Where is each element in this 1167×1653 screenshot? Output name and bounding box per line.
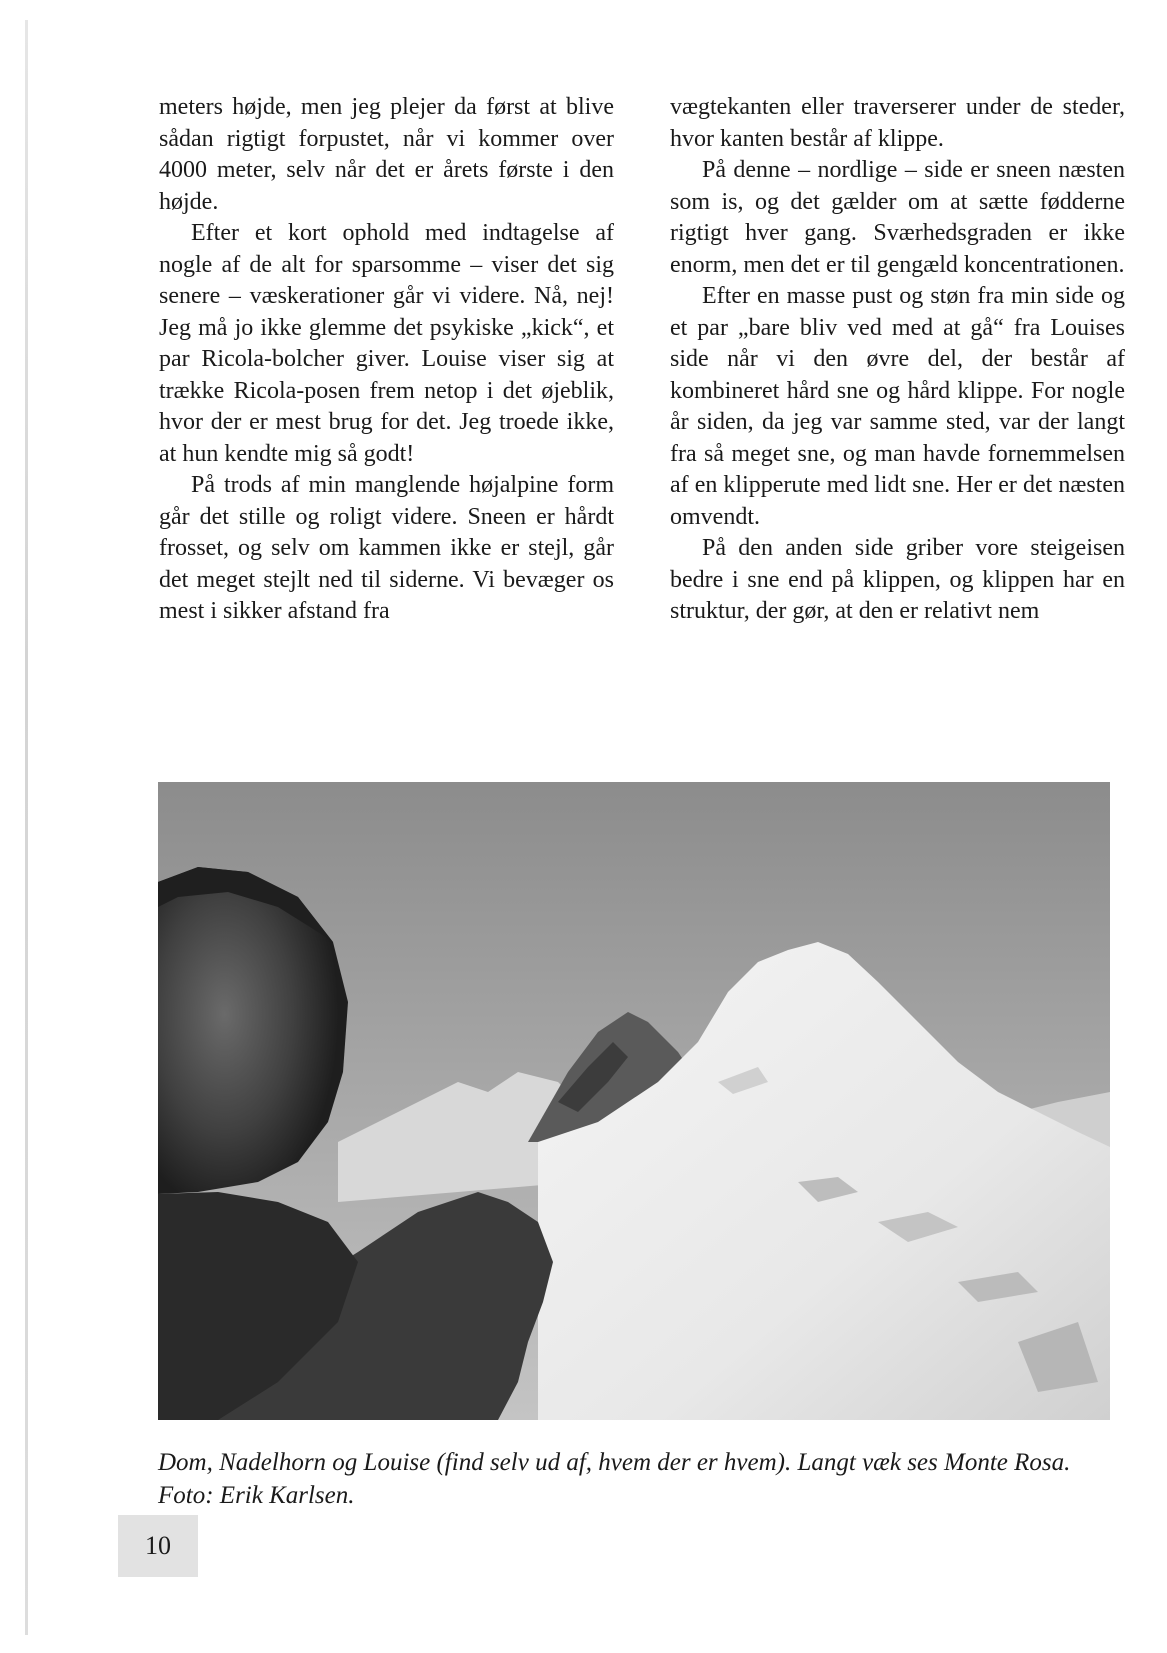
paragraph: På den anden side griber vore steigeisen bedre i sne end på klippen, og klippen har en struktur, der gør, at den er relativt nem bbox=[670, 535, 1125, 624]
paragraph: Efter en masse pust og støn fra min side og et par „bare bliv ved med at gå“ fra Louises side når vi den øvre del, der består af kombineret hård sne og hård klippe. For nogle år siden, da jeg var samme sted, var der langt fra så meget sne, og man havde fornemmelsen af en klipperute med lidt sne. Her er det næsten omvendt. bbox=[670, 283, 1125, 530]
mountain-photo bbox=[158, 782, 1110, 1420]
paragraph: meters højde, men jeg plejer da først at blive sådan rigtigt forpustet, når vi kommer over 4000 meter, selv når det er årets første i den højde. bbox=[159, 94, 614, 215]
page-number bbox=[118, 1515, 198, 1577]
text-column-left bbox=[159, 92, 614, 628]
text-column-right bbox=[670, 92, 1125, 628]
page-number-label: 10 bbox=[145, 1531, 171, 1560]
page-binding-edge bbox=[25, 20, 28, 1635]
paragraph: På denne – nordlige – side er sneen næsten som is, og det gælder om at sætte fødderne rigtigt hver gang. Sværhedsgraden er ikke enorm, men det er til gengæld koncentrationen. bbox=[670, 157, 1125, 278]
photo-caption: Dom, Nadelhorn og Louise (find selv ud af, hvem der er hvem). Langt væk ses Monte Rosa. Foto: Erik Karlsen. bbox=[158, 1449, 1071, 1509]
paragraph: Efter et kort ophold med indtagelse af nogle af de alt for sparsomme – viser det sig senere – væskerationer går vi videre. Nå, nej! Jeg må jo ikke glemme det psykiske „kick“, et par Ricola-bolcher giver. Louise viser sig at trække Ricola-posen frem netop i det øjeblik, hvor der er mest brug for det. Jeg troede ikke, at hun kendte mig så godt! bbox=[159, 220, 614, 467]
paragraph: På trods af min manglende højalpine form går det stille og roligt videre. Sneen er hårdt frosset, og selv om kammen ikke er stejl, går det meget stejlt ned til siderne. Vi bevæger os mest i sikker afstand fra bbox=[159, 472, 614, 624]
mountain-photo-illustration bbox=[158, 782, 1110, 1420]
paragraph: vægtekanten eller traverserer under de steder, hvor kanten består af klippe. bbox=[670, 94, 1125, 152]
